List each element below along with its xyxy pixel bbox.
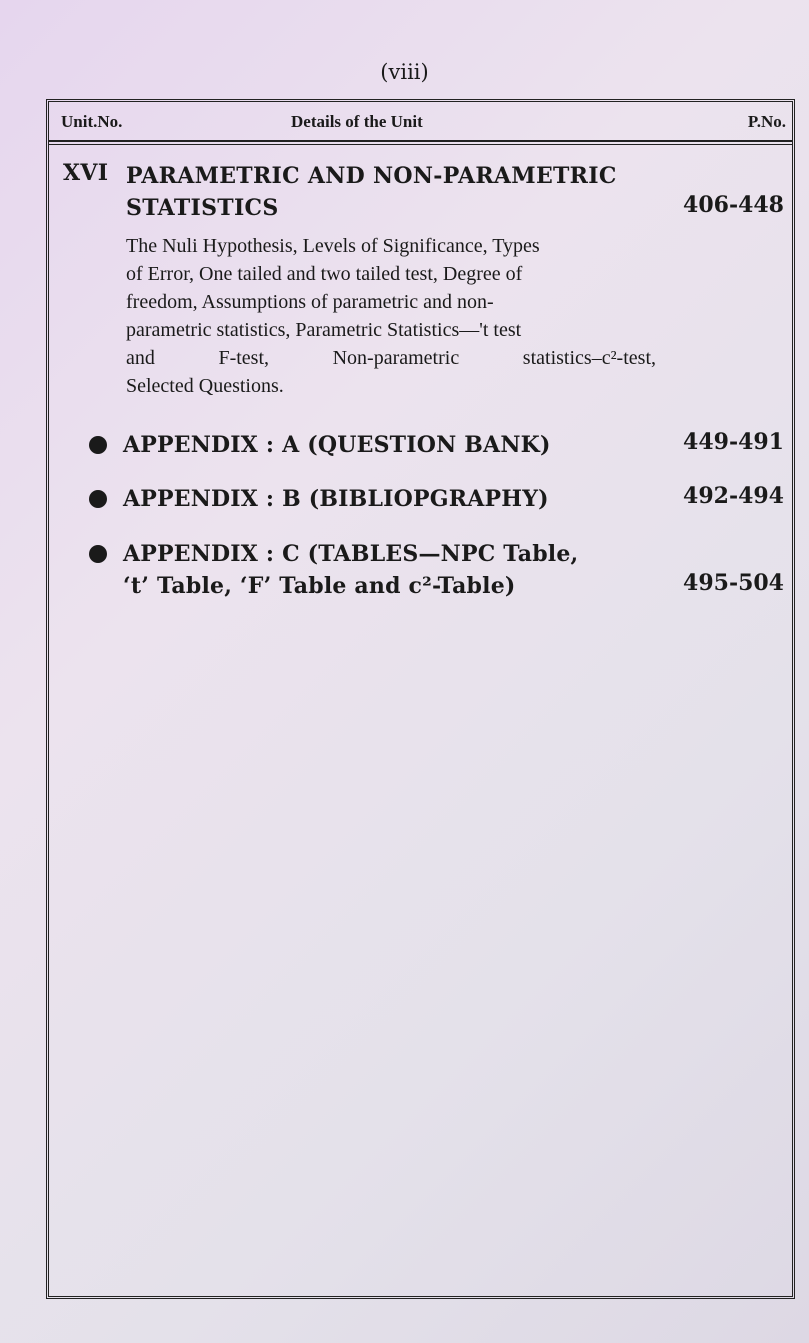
unit-description [126,232,656,400]
page-no-header: P.No. [747,112,786,131]
unit-title [126,160,617,224]
unit-pages: 406-448 [683,192,784,218]
unit-no-header: Unit.No. [61,112,123,131]
appendix-title-line: ‘t’ Table, ‘F’ Table and c²-Table) [123,573,516,599]
unit-number: XVI [63,160,109,186]
unit-title-line: STATISTICS [126,195,279,221]
bullet-icon [89,490,107,508]
description-line: and F-test, Non-parametric statistics–c²-test, [126,347,656,369]
appendix-title: APPENDIX : A (QUESTION BANK) [123,432,551,458]
contents-table [46,99,795,1299]
description-line: The Nuli Hypothesis, Levels of Significance, Types [126,235,540,257]
description-line: Selected Questions. [126,375,284,397]
appendix-pages: 492-494 [683,483,784,509]
details-header: Details of the Unit [291,112,423,131]
description-line: parametric statistics, Parametric Statistics—'t test [126,319,522,341]
unit-title-line: PARAMETRIC AND NON-PARAMETRIC [126,163,617,189]
bullet-icon [89,436,107,454]
appendix-title: APPENDIX : B (BIBLIOPGRAPHY) [123,486,549,512]
bullet-icon [89,545,107,563]
appendix-pages: 495-504 [683,570,784,596]
description-line: of Error, One tailed and two tailed test, Degree of [126,263,523,285]
appendix-title-line: APPENDIX : C (TABLES—NPC Table, [123,541,579,567]
appendix-pages: 449-491 [683,429,784,455]
page-number: (viii) [380,60,429,84]
appendix-title [123,538,578,602]
description-line: freedom, Assumptions of parametric and non- [126,291,494,313]
header-divider [49,144,792,145]
table-header-row [49,102,792,142]
